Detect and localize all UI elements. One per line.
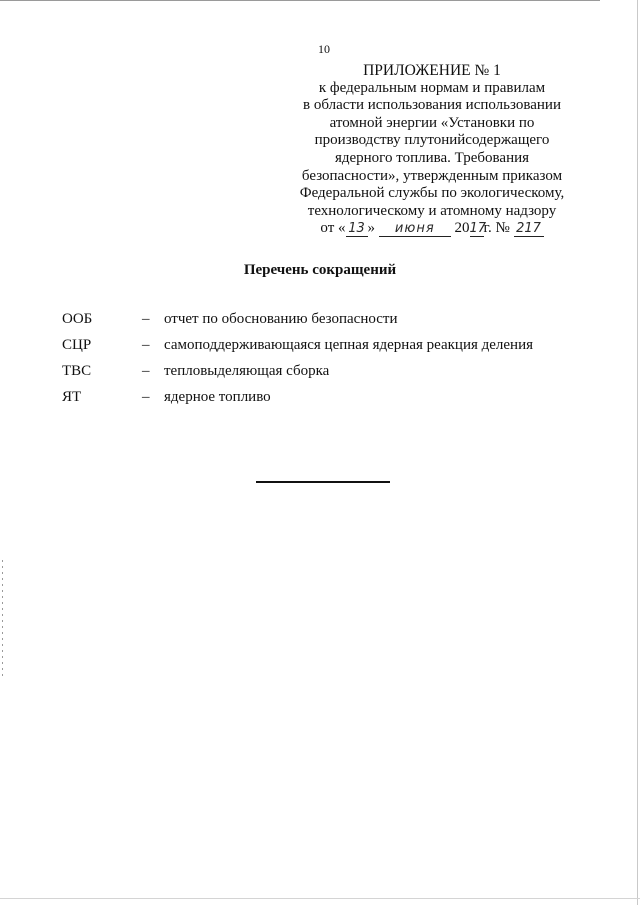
bottom-border-line <box>0 898 640 899</box>
right-border-line <box>637 0 638 905</box>
abbreviation-definition: ядерное топливо <box>164 388 271 405</box>
abbreviation-dash: – <box>142 388 150 405</box>
appendix-line: в области использования использовании <box>303 97 561 114</box>
year-suffix: г. № <box>483 220 510 237</box>
handwritten-month: июня <box>379 222 451 237</box>
date-prefix: от « <box>320 220 346 237</box>
abbreviation-definition: тепловыделяющая сборка <box>164 362 330 379</box>
handwritten-order-number: 217 <box>514 222 544 237</box>
abbreviation-row <box>62 306 582 332</box>
abbreviation-code: ЯТ <box>62 388 82 405</box>
appendix-header <box>282 62 582 238</box>
appendix-line: к федеральным нормам и правилам <box>318 79 546 96</box>
abbreviation-dash: – <box>142 362 150 379</box>
appendix-line: Федеральной службы по экологическому, <box>299 185 565 202</box>
abbreviation-list <box>62 306 582 410</box>
abbreviation-definition: отчет по обоснованию безопасности <box>164 310 398 327</box>
abbreviation-row <box>62 358 582 384</box>
year-prefix: 20 <box>454 220 470 237</box>
abbreviation-row <box>62 332 582 358</box>
appendix-heading: ПРИЛОЖЕНИЕ № 1 <box>363 62 501 79</box>
appendix-line: технологическому и атомному надзору <box>307 202 557 219</box>
appendix-line: производству плутонийсодержащего <box>314 132 550 149</box>
date-close-quote: » <box>367 220 376 237</box>
handwritten-year: 17 <box>469 221 487 237</box>
abbreviation-code: ТВС <box>62 362 92 379</box>
abbreviation-dash: – <box>142 310 150 327</box>
abbreviation-dash: – <box>142 336 150 353</box>
page-number: 10 <box>318 42 330 56</box>
end-separator-line <box>256 481 390 483</box>
handwritten-day: 13 <box>346 222 368 237</box>
appendix-line: атомной энергии «Установки по <box>329 114 535 131</box>
section-title: Перечень сокращений <box>243 262 397 278</box>
scan-edge-marks <box>2 560 3 680</box>
appendix-line: безопасности», утвержденным приказом <box>301 167 563 184</box>
order-date-line <box>282 220 582 238</box>
abbreviation-code: ООБ <box>62 310 93 327</box>
abbreviation-definition: самоподдерживающаяся цепная ядерная реакция деления <box>164 336 534 353</box>
appendix-line: ядерного топлива. Требования <box>334 149 530 166</box>
abbreviation-row <box>62 384 582 410</box>
top-border-line <box>0 0 600 1</box>
abbreviation-code: СЦР <box>62 336 92 353</box>
